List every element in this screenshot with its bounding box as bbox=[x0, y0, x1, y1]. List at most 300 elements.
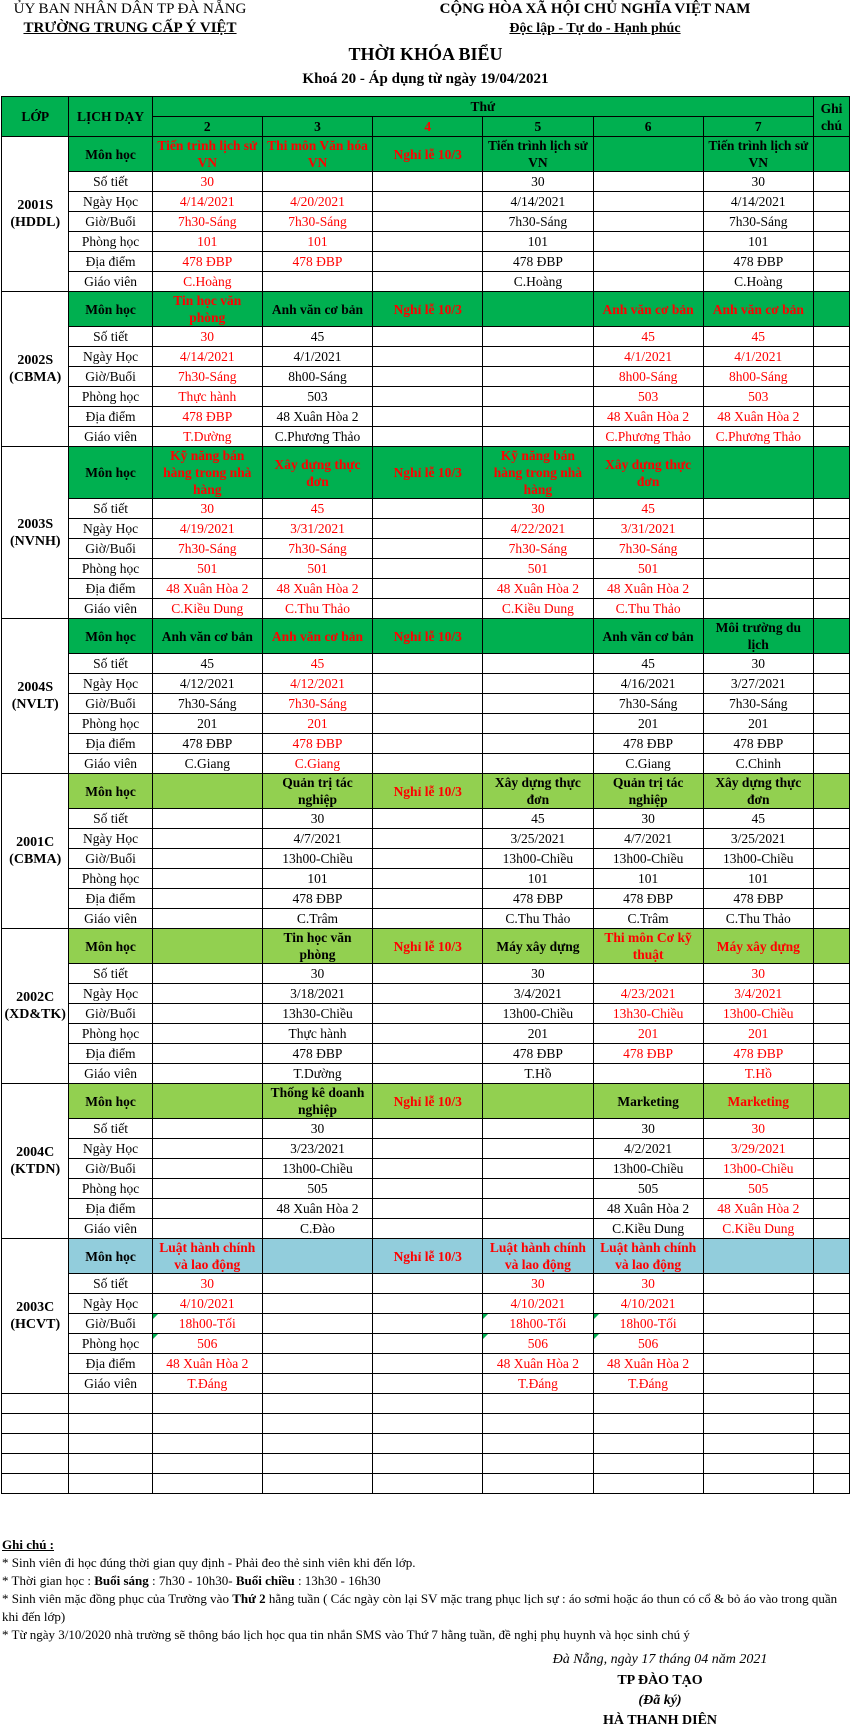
schedule-cell: 101 bbox=[703, 232, 813, 252]
note-cell bbox=[813, 579, 849, 599]
schedule-cell: Marketing bbox=[703, 1084, 813, 1119]
schedule-cell bbox=[152, 1004, 262, 1024]
schedule-cell: 8h00-Sáng bbox=[703, 367, 813, 387]
row-label-cell: Giáo viên bbox=[69, 754, 152, 774]
table-row bbox=[2, 347, 850, 367]
blank-cell bbox=[703, 1414, 813, 1434]
schedule-cell: 48 Xuân Hòa 2 bbox=[152, 579, 262, 599]
schedule-cell: Anh văn cơ bản bbox=[262, 619, 372, 654]
note-cell bbox=[813, 774, 849, 809]
schedule-cell: 30 bbox=[483, 1274, 593, 1294]
table-row bbox=[2, 889, 850, 909]
table-row bbox=[2, 1139, 850, 1159]
schedule-cell bbox=[373, 869, 483, 889]
row-label-cell: Giờ/Buổi bbox=[69, 1314, 152, 1334]
note-cell bbox=[813, 674, 849, 694]
note-cell bbox=[813, 1274, 849, 1294]
schedule-cell bbox=[703, 1354, 813, 1374]
schedule-cell: C.Phương Thảo bbox=[262, 427, 372, 447]
schedule-cell: C.Giang bbox=[152, 754, 262, 774]
schedule-cell: 45 bbox=[483, 809, 593, 829]
note-cell bbox=[813, 1239, 849, 1274]
note-cell bbox=[813, 1064, 849, 1084]
schedule-cell: 4/2/2021 bbox=[593, 1139, 703, 1159]
row-label-cell: Giờ/Buổi bbox=[69, 1159, 152, 1179]
blank-cell bbox=[262, 1434, 372, 1454]
schedule-cell: 101 bbox=[262, 869, 372, 889]
notes-section bbox=[2, 1536, 850, 1644]
schedule-cell bbox=[373, 654, 483, 674]
schedule-cell: 478 ĐBP bbox=[593, 1044, 703, 1064]
schedule-cell bbox=[152, 809, 262, 829]
schedule-cell bbox=[373, 252, 483, 272]
schedule-cell: 4/1/2021 bbox=[593, 347, 703, 367]
schedule-cell: C.Kiều Dung bbox=[703, 1219, 813, 1239]
table-row bbox=[2, 1179, 850, 1199]
schedule-cell: 478 ĐBP bbox=[152, 407, 262, 427]
note-cell bbox=[813, 407, 849, 427]
schedule-cell bbox=[373, 559, 483, 579]
note-line: * Sinh viên đi học đúng thời gian quy định - Phải đeo thẻ sinh viên khi đến lớp. bbox=[2, 1555, 416, 1570]
schedule-cell bbox=[373, 1119, 483, 1139]
schedule-cell: C.Kiều Dung bbox=[152, 599, 262, 619]
blank-cell bbox=[483, 1434, 593, 1454]
schedule-cell: 478 ĐBP bbox=[483, 1044, 593, 1064]
schedule-cell bbox=[373, 909, 483, 929]
blank-cell bbox=[152, 1454, 262, 1474]
schedule-cell: T.Hồ bbox=[483, 1064, 593, 1084]
col-header-ghi-chu: Ghi chú bbox=[813, 97, 849, 137]
note-cell bbox=[813, 889, 849, 909]
blank-cell bbox=[373, 1414, 483, 1434]
table-row bbox=[2, 292, 850, 327]
document-header bbox=[0, 0, 851, 100]
schedule-cell bbox=[373, 599, 483, 619]
note-cell bbox=[813, 347, 849, 367]
schedule-cell: 48 Xuân Hòa 2 bbox=[703, 407, 813, 427]
schedule-cell: 45 bbox=[593, 499, 703, 519]
schedule-cell bbox=[373, 754, 483, 774]
row-label-cell: Địa điểm bbox=[69, 1044, 152, 1064]
blank-cell bbox=[69, 1414, 152, 1434]
table-row bbox=[2, 1064, 850, 1084]
schedule-cell: 7h30-Sáng bbox=[703, 694, 813, 714]
schedule-cell bbox=[152, 964, 262, 984]
schedule-cell: 13h00-Chiều bbox=[703, 1004, 813, 1024]
schedule-cell: 45 bbox=[152, 654, 262, 674]
schedule-cell: 7h30-Sáng bbox=[262, 212, 372, 232]
schedule-cell: 506 bbox=[152, 1334, 262, 1354]
schedule-cell: T.Đáng bbox=[593, 1374, 703, 1394]
row-label-cell: Số tiết bbox=[69, 327, 152, 347]
blank-cell bbox=[813, 1414, 849, 1434]
schedule-cell: 3/25/2021 bbox=[703, 829, 813, 849]
row-label-cell: Phòng học bbox=[69, 1334, 152, 1354]
schedule-cell bbox=[483, 427, 593, 447]
schedule-cell: 4/14/2021 bbox=[152, 192, 262, 212]
col-header-lich-day: LỊCH DẠY bbox=[69, 97, 152, 137]
schedule-cell bbox=[373, 579, 483, 599]
schedule-cell: 101 bbox=[483, 232, 593, 252]
class-name-cell: 2002S (CBMA) bbox=[2, 292, 69, 447]
schedule-cell: T.Đáng bbox=[152, 1374, 262, 1394]
schedule-cell: 7h30-Sáng bbox=[152, 694, 262, 714]
schedule-cell: 7h30-Sáng bbox=[152, 212, 262, 232]
schedule-cell: 4/16/2021 bbox=[593, 674, 703, 694]
schedule-cell: 48 Xuân Hòa 2 bbox=[483, 1354, 593, 1374]
note-cell bbox=[813, 599, 849, 619]
schedule-cell: 30 bbox=[483, 499, 593, 519]
schedule-cell bbox=[152, 849, 262, 869]
note-cell bbox=[813, 1199, 849, 1219]
schedule-cell bbox=[593, 137, 703, 172]
schedule-cell bbox=[152, 929, 262, 964]
schedule-cell: C.Kiều Dung bbox=[483, 599, 593, 619]
schedule-cell: 48 Xuân Hòa 2 bbox=[593, 407, 703, 427]
schedule-cell bbox=[703, 579, 813, 599]
schedule-cell: 48 Xuân Hòa 2 bbox=[262, 579, 372, 599]
schedule-cell bbox=[483, 407, 593, 427]
note-cell bbox=[813, 272, 849, 292]
note-cell bbox=[813, 984, 849, 1004]
schedule-cell: 18h00-Tối bbox=[593, 1314, 703, 1334]
schedule-cell bbox=[262, 1314, 372, 1334]
schedule-cell: 13h00-Chiều bbox=[483, 1004, 593, 1024]
note-cell bbox=[813, 172, 849, 192]
blank-cell bbox=[69, 1394, 152, 1414]
table-row bbox=[2, 1294, 850, 1314]
schedule-cell: C.Thu Thảo bbox=[262, 599, 372, 619]
schedule-cell: Nghỉ lễ 10/3 bbox=[373, 292, 483, 327]
schedule-cell: 3/31/2021 bbox=[262, 519, 372, 539]
row-label-cell: Môn học bbox=[69, 447, 152, 499]
note-cell bbox=[813, 754, 849, 774]
row-label-cell: Số tiết bbox=[69, 1274, 152, 1294]
row-label-cell: Giáo viên bbox=[69, 427, 152, 447]
row-label-cell: Ngày Học bbox=[69, 347, 152, 367]
schedule-cell bbox=[703, 539, 813, 559]
schedule-cell: 30 bbox=[703, 964, 813, 984]
blank-cell bbox=[593, 1474, 703, 1494]
table-row bbox=[2, 1159, 850, 1179]
schedule-cell bbox=[152, 1199, 262, 1219]
schedule-cell: T.Hồ bbox=[703, 1064, 813, 1084]
schedule-cell: 505 bbox=[262, 1179, 372, 1199]
table-row bbox=[2, 1374, 850, 1394]
schedule-cell: 201 bbox=[152, 714, 262, 734]
schedule-cell: 30 bbox=[483, 964, 593, 984]
schedule-cell: 48 Xuân Hòa 2 bbox=[483, 579, 593, 599]
row-label-cell: Phòng học bbox=[69, 1179, 152, 1199]
note-cell bbox=[813, 447, 849, 499]
schedule-cell bbox=[373, 1004, 483, 1024]
note-line: * Từ ngày 3/10/2020 nhà trường sẽ thông báo lịch học qua tin nhắn SMS vào Thứ 7 hằng tuần, đề nghị phụ huynh và học sinh chú ý bbox=[2, 1627, 690, 1642]
schedule-cell bbox=[262, 172, 372, 192]
class-name-cell: 2003C (HCVT) bbox=[2, 1239, 69, 1394]
schedule-cell bbox=[593, 212, 703, 232]
table-row bbox=[2, 1314, 850, 1334]
class-name-cell: 2003S (NVNH) bbox=[2, 447, 69, 619]
table-row bbox=[2, 734, 850, 754]
schedule-cell: 501 bbox=[262, 559, 372, 579]
schedule-cell bbox=[703, 447, 813, 499]
schedule-cell: 503 bbox=[593, 387, 703, 407]
schedule-cell: 30 bbox=[262, 809, 372, 829]
schedule-cell: Anh văn cơ bản bbox=[703, 292, 813, 327]
schedule-cell: C.Giang bbox=[593, 754, 703, 774]
table-row bbox=[2, 909, 850, 929]
schedule-cell: Anh văn cơ bản bbox=[593, 292, 703, 327]
schedule-cell: Nghỉ lễ 10/3 bbox=[373, 1239, 483, 1274]
schedule-cell bbox=[373, 1334, 483, 1354]
row-label-cell: Địa điểm bbox=[69, 407, 152, 427]
schedule-cell bbox=[483, 347, 593, 367]
note-cell bbox=[813, 1179, 849, 1199]
schedule-cell: Anh văn cơ bản bbox=[593, 619, 703, 654]
document-title: THỜI KHÓA BIỂU bbox=[348, 44, 503, 64]
schedule-cell: 503 bbox=[703, 387, 813, 407]
table-row bbox=[2, 447, 850, 499]
schedule-cell: 45 bbox=[262, 327, 372, 347]
schedule-cell: C.Kiều Dung bbox=[593, 1219, 703, 1239]
note-bold: Buổi sáng bbox=[94, 1573, 149, 1588]
schedule-cell: 45 bbox=[262, 499, 372, 519]
schedule-cell: 13h00-Chiều bbox=[703, 1159, 813, 1179]
schedule-cell bbox=[152, 1219, 262, 1239]
schedule-cell bbox=[703, 519, 813, 539]
blank-row bbox=[2, 1414, 850, 1434]
class-name-cell: 2001C (CBMA) bbox=[2, 774, 69, 929]
schedule-cell: 201 bbox=[593, 1024, 703, 1044]
schedule-cell: 45 bbox=[593, 327, 703, 347]
schedule-cell: 13h00-Chiều bbox=[593, 1159, 703, 1179]
schedule-cell: 7h30-Sáng bbox=[593, 694, 703, 714]
issuer-school: TRƯỜNG TRUNG CẤP Ý VIỆT bbox=[23, 20, 237, 36]
schedule-cell bbox=[703, 499, 813, 519]
table-row bbox=[2, 579, 850, 599]
schedule-cell: 506 bbox=[593, 1334, 703, 1354]
blank-cell bbox=[262, 1414, 372, 1434]
schedule-cell: 4/7/2021 bbox=[593, 829, 703, 849]
schedule-cell: 7h30-Sáng bbox=[262, 539, 372, 559]
schedule-cell: Thực hành bbox=[152, 387, 262, 407]
schedule-cell bbox=[373, 849, 483, 869]
blank-cell bbox=[703, 1454, 813, 1474]
table-row bbox=[2, 137, 850, 172]
schedule-cell: 48 Xuân Hòa 2 bbox=[262, 407, 372, 427]
schedule-cell: 101 bbox=[152, 232, 262, 252]
schedule-cell: 4/22/2021 bbox=[483, 519, 593, 539]
blank-cell bbox=[152, 1474, 262, 1494]
row-label-cell: Giờ/Buổi bbox=[69, 367, 152, 387]
schedule-cell: C.Đào bbox=[262, 1219, 372, 1239]
note-cell bbox=[813, 714, 849, 734]
row-label-cell: Môn học bbox=[69, 1084, 152, 1119]
issuer-block bbox=[0, 0, 260, 38]
day-header: 5 bbox=[483, 117, 593, 137]
schedule-cell bbox=[373, 694, 483, 714]
row-label-cell: Môn học bbox=[69, 1239, 152, 1274]
table-row bbox=[2, 829, 850, 849]
row-label-cell: Ngày Học bbox=[69, 829, 152, 849]
schedule-cell: 478 ĐBP bbox=[262, 252, 372, 272]
blank-cell bbox=[69, 1434, 152, 1454]
schedule-cell bbox=[373, 1354, 483, 1374]
note-cell bbox=[813, 539, 849, 559]
schedule-cell: Marketing bbox=[593, 1084, 703, 1119]
schedule-cell: 30 bbox=[593, 809, 703, 829]
schedule-cell: Anh văn cơ bản bbox=[262, 292, 372, 327]
schedule-cell: Tiến trình lịch sử VN bbox=[703, 137, 813, 172]
schedule-cell: 7h30-Sáng bbox=[703, 212, 813, 232]
blank-cell bbox=[483, 1394, 593, 1414]
table-row bbox=[2, 1199, 850, 1219]
schedule-cell bbox=[373, 964, 483, 984]
schedule-cell: 7h30-Sáng bbox=[152, 367, 262, 387]
row-label-cell: Môn học bbox=[69, 137, 152, 172]
note-cell bbox=[813, 654, 849, 674]
schedule-cell: 101 bbox=[703, 869, 813, 889]
schedule-cell bbox=[703, 1334, 813, 1354]
note-cell bbox=[813, 1294, 849, 1314]
schedule-cell: Nghỉ lễ 10/3 bbox=[373, 929, 483, 964]
schedule-cell bbox=[373, 734, 483, 754]
table-row bbox=[2, 849, 850, 869]
schedule-cell: 4/1/2021 bbox=[262, 347, 372, 367]
note-cell bbox=[813, 1084, 849, 1119]
schedule-cell: 30 bbox=[262, 1119, 372, 1139]
row-label-cell: Phòng học bbox=[69, 232, 152, 252]
schedule-cell bbox=[152, 1024, 262, 1044]
schedule-cell bbox=[262, 1274, 372, 1294]
blank-cell bbox=[373, 1454, 483, 1474]
note-cell bbox=[813, 1024, 849, 1044]
schedule-cell: Nghỉ lễ 10/3 bbox=[373, 1084, 483, 1119]
table-row bbox=[2, 809, 850, 829]
row-label-cell: Giờ/Buổi bbox=[69, 1004, 152, 1024]
schedule-cell: 501 bbox=[593, 559, 703, 579]
note-text: : 13h30 - 16h30 bbox=[294, 1573, 381, 1588]
table-row bbox=[2, 1239, 850, 1274]
note-cell bbox=[813, 327, 849, 347]
schedule-cell bbox=[703, 1239, 813, 1274]
schedule-cell bbox=[373, 327, 483, 347]
schedule-cell: Xây dựng thực đơn bbox=[703, 774, 813, 809]
schedule-cell bbox=[593, 192, 703, 212]
schedule-cell: 4/14/2021 bbox=[152, 347, 262, 367]
row-label-cell: Môn học bbox=[69, 929, 152, 964]
table-row bbox=[2, 1334, 850, 1354]
schedule-cell bbox=[152, 1084, 262, 1119]
note-cell bbox=[813, 1334, 849, 1354]
schedule-cell: 30 bbox=[703, 172, 813, 192]
schedule-cell bbox=[373, 1139, 483, 1159]
schedule-cell: 4/14/2021 bbox=[703, 192, 813, 212]
note-text: hằng tuần ( Các ngày còn lại SV mặc trang phục lịch sự : áo sơmi hoặc áo thun có cổ & bỏ áo vào trong quần khi đến lớp) bbox=[2, 1591, 838, 1624]
note-cell bbox=[813, 869, 849, 889]
table-row bbox=[2, 694, 850, 714]
schedule-cell bbox=[373, 1274, 483, 1294]
blank-cell bbox=[593, 1434, 703, 1454]
schedule-cell: Quản trị tác nghiệp bbox=[262, 774, 372, 809]
schedule-cell: 478 ĐBP bbox=[483, 252, 593, 272]
table-row bbox=[2, 192, 850, 212]
row-label-cell: Giờ/Buổi bbox=[69, 539, 152, 559]
blank-cell bbox=[373, 1474, 483, 1494]
schedule-cell: 4/12/2021 bbox=[262, 674, 372, 694]
schedule-cell: 478 ĐBP bbox=[593, 734, 703, 754]
schedule-cell bbox=[373, 1199, 483, 1219]
row-label-cell: Số tiết bbox=[69, 809, 152, 829]
schedule-cell bbox=[262, 1334, 372, 1354]
blank-cell bbox=[813, 1434, 849, 1454]
schedule-cell: 4/14/2021 bbox=[483, 192, 593, 212]
sign-status: (Đã ký) bbox=[638, 1693, 682, 1708]
blank-row bbox=[2, 1394, 850, 1414]
blank-cell bbox=[2, 1414, 69, 1434]
note-cell bbox=[813, 964, 849, 984]
schedule-cell bbox=[703, 1374, 813, 1394]
schedule-cell bbox=[152, 1179, 262, 1199]
row-label-cell: Số tiết bbox=[69, 964, 152, 984]
schedule-cell: 478 ĐBP bbox=[593, 889, 703, 909]
schedule-cell bbox=[483, 367, 593, 387]
schedule-cell bbox=[373, 387, 483, 407]
schedule-cell: 48 Xuân Hòa 2 bbox=[593, 579, 703, 599]
blank-cell bbox=[813, 1454, 849, 1474]
schedule-cell: 13h00-Chiều bbox=[262, 1159, 372, 1179]
schedule-cell: 4/19/2021 bbox=[152, 519, 262, 539]
blank-cell bbox=[69, 1474, 152, 1494]
blank-cell bbox=[262, 1474, 372, 1494]
schedule-cell bbox=[152, 909, 262, 929]
schedule-cell bbox=[593, 272, 703, 292]
schedule-cell: T.Đáng bbox=[483, 1374, 593, 1394]
row-label-cell: Số tiết bbox=[69, 1119, 152, 1139]
schedule-cell: 7h30-Sáng bbox=[483, 212, 593, 232]
schedule-cell: C.Thu Thảo bbox=[483, 909, 593, 929]
row-label-cell: Phòng học bbox=[69, 869, 152, 889]
schedule-cell bbox=[373, 1064, 483, 1084]
row-label-cell: Giờ/Buổi bbox=[69, 212, 152, 232]
blank-cell bbox=[152, 1414, 262, 1434]
schedule-cell: 4/7/2021 bbox=[262, 829, 372, 849]
schedule-cell bbox=[483, 1219, 593, 1239]
schedule-cell: 45 bbox=[703, 327, 813, 347]
schedule-cell bbox=[703, 1274, 813, 1294]
note-line bbox=[2, 1590, 850, 1626]
row-label-cell: Môn học bbox=[69, 619, 152, 654]
note-cell bbox=[813, 192, 849, 212]
table-row bbox=[2, 172, 850, 192]
table-row bbox=[2, 407, 850, 427]
schedule-cell: 501 bbox=[152, 559, 262, 579]
table-row bbox=[2, 1119, 850, 1139]
schedule-cell: 30 bbox=[703, 1119, 813, 1139]
blank-cell bbox=[262, 1454, 372, 1474]
table-row bbox=[2, 232, 850, 252]
schedule-cell bbox=[152, 774, 262, 809]
schedule-cell: 3/27/2021 bbox=[703, 674, 813, 694]
schedule-cell: Nghỉ lễ 10/3 bbox=[373, 137, 483, 172]
blank-cell bbox=[703, 1434, 813, 1454]
table-row bbox=[2, 964, 850, 984]
table-row bbox=[2, 327, 850, 347]
schedule-cell: 30 bbox=[152, 172, 262, 192]
schedule-cell bbox=[483, 1139, 593, 1159]
table-row bbox=[2, 519, 850, 539]
schedule-cell: 201 bbox=[262, 714, 372, 734]
